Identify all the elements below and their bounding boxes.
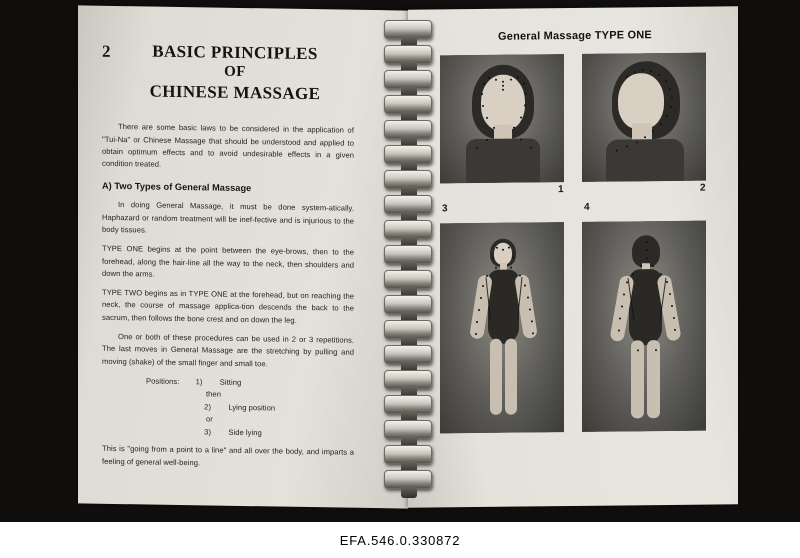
figure-3-full-body-front <box>440 222 564 433</box>
spiral-coil <box>384 295 432 314</box>
right-page <box>408 6 738 507</box>
left-page <box>78 5 408 508</box>
spiral-coil <box>384 445 432 464</box>
title-line-3: CHINESE MASSAGE <box>149 81 321 104</box>
figure-2-massage-points <box>582 53 706 182</box>
paragraph-type-one: TYPE ONE begins at the point between the eye-brows, then to the forehead, along the hair-line all the way to the neck, then shoulders and down the arms. <box>102 244 354 279</box>
positions-list <box>102 375 354 442</box>
left-page-content <box>102 40 354 479</box>
spiral-coil <box>384 420 432 439</box>
figure-1-number: 1 <box>558 184 564 196</box>
spiral-coil <box>384 370 432 389</box>
spiral-coil <box>384 45 432 64</box>
figure-3-number: 3 <box>442 203 448 215</box>
figure-1-front-face <box>440 54 564 183</box>
figure-grid <box>434 53 716 438</box>
spiral-coil <box>384 195 432 214</box>
spiral-coil <box>384 120 432 139</box>
spiral-coil <box>384 320 432 339</box>
figure-2-number: 2 <box>700 182 706 194</box>
spiral-coil <box>384 470 432 489</box>
spiral-coil <box>384 70 432 89</box>
spiral-coil <box>384 170 432 189</box>
open-book <box>78 8 738 508</box>
paragraph-repetitions: One or both of these procedures can be used in 2 or 3 repetitions. The last moves in General Massage are the stretching by pulling and moving (shake) of the small finger and small toe. <box>102 332 354 368</box>
position-3-row <box>102 425 354 441</box>
position-2-label: Lying position <box>228 402 276 413</box>
spiral-coil <box>384 220 432 239</box>
connector-then: then <box>206 389 221 400</box>
spiral-coil <box>384 395 432 414</box>
spiral-coil <box>384 270 432 289</box>
position-2-number: 2) <box>204 402 212 412</box>
title-line-1: BASIC PRINCIPLES <box>152 41 318 64</box>
positions-label: Positions: <box>146 376 180 386</box>
spiral-coil <box>384 345 432 364</box>
right-page-title: General Massage TYPE ONE <box>498 29 652 43</box>
figure-4-full-body-back <box>582 221 706 432</box>
section-heading-a: A) Two Types of General Massage <box>102 181 252 194</box>
page-number: 2 <box>102 41 111 61</box>
connector-or: or <box>206 414 213 424</box>
paragraph-closing: This is "going from a point to a line" and all over the body, and imparts a feeling of general well-being. <box>102 444 354 468</box>
paragraph-systematic: In doing General Massage, it must be done system-atically. Haphazard or random treatment will be inef-fective and is injurious to the body tissues. <box>102 200 354 235</box>
page-title <box>116 40 354 105</box>
archive-caption: EFA.546.0.330872 <box>0 522 800 558</box>
position-1-label: Sitting <box>219 377 242 387</box>
figure-3-massage-points <box>440 222 564 433</box>
spiral-coil <box>384 145 432 164</box>
position-3-number: 3) <box>204 427 212 437</box>
spiral-coil <box>384 20 432 39</box>
figure-4-massage-points <box>582 221 706 432</box>
figure-1-massage-points <box>440 54 564 183</box>
paragraph-type-two: TYPE TWO begins as in TYPE ONE at the forehead, but on reaching the neck, the course of massage applica-tion descends the back to the sacrum, then follows the bone crest and on down the leg. <box>102 287 354 325</box>
spiral-binding <box>378 20 440 498</box>
position-3-label: Side lying <box>228 427 262 438</box>
right-page-content <box>434 29 716 438</box>
position-1-number: 1) <box>195 377 203 387</box>
figure-4-number: 4 <box>584 201 590 213</box>
spiral-coil <box>384 95 432 114</box>
body-text <box>102 121 354 472</box>
figure-2-side-head <box>582 53 706 182</box>
title-line-2: OF <box>224 63 246 81</box>
spiral-coil <box>384 245 432 264</box>
paragraph-intro: There are some basic laws to be considered in the application of "Tui-Na" or Chinese Massage that should be understood and applied to obtain optimum effects and to avoid undesirable effects in a given condition treated. <box>102 122 354 169</box>
